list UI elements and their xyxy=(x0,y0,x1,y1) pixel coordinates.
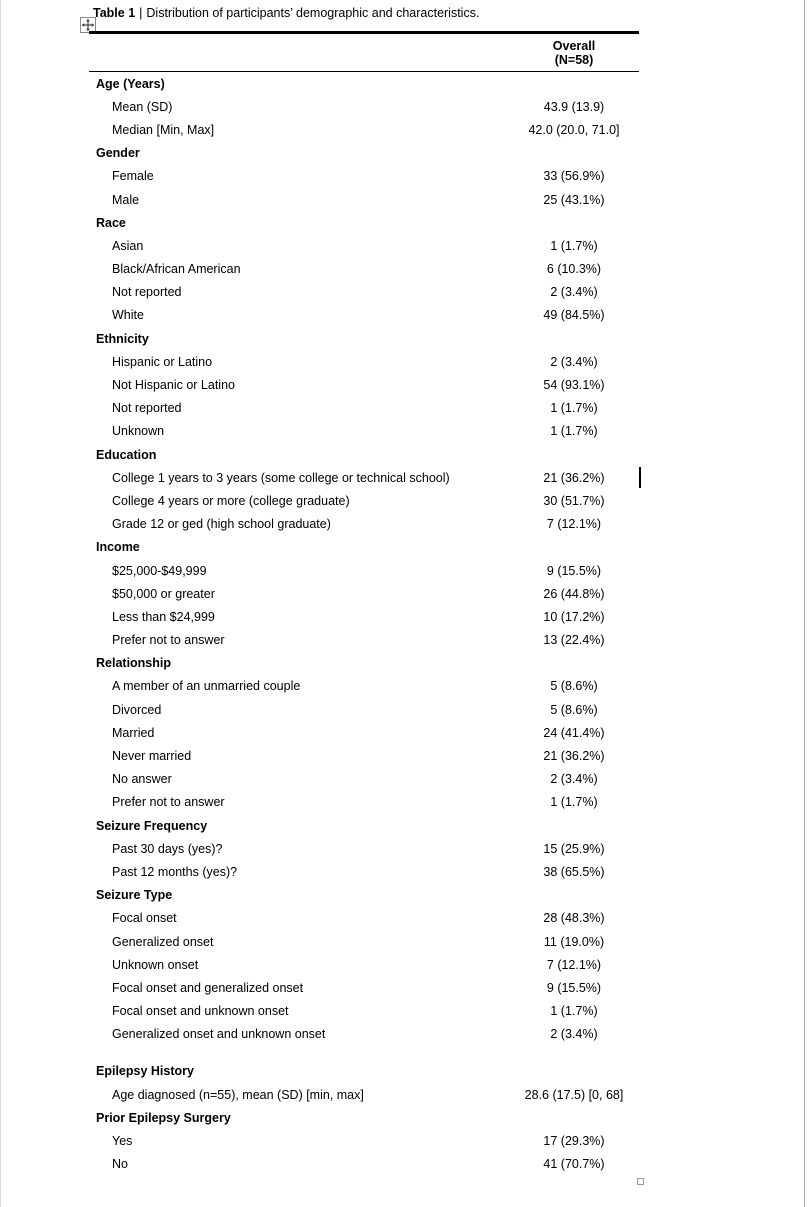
row-value: 21 (36.2%) xyxy=(543,470,605,485)
row-value: 7 (12.1%) xyxy=(546,517,602,532)
row-value: 54 (93.1%) xyxy=(543,378,605,393)
table-row xyxy=(89,559,639,582)
row-label: Education xyxy=(96,447,157,462)
row-label: $25,000-$49,999 xyxy=(112,563,207,578)
row-value: 2 (3.4%) xyxy=(550,1027,598,1042)
row-label: Not Hispanic or Latino xyxy=(112,378,235,393)
row-label: A member of an unmarried couple xyxy=(112,679,301,694)
overall-column-header xyxy=(509,39,639,67)
row-value: 1 (1.7%) xyxy=(550,238,598,253)
table-row xyxy=(89,327,639,350)
row-label: Seizure Type xyxy=(96,888,173,903)
overall-column-header-line1: Overall xyxy=(552,38,596,53)
row-value: 11 (19.0%) xyxy=(543,934,605,949)
row-label: Focal onset and generalized onset xyxy=(112,980,304,995)
row-value: 9 (15.5%) xyxy=(546,980,602,995)
table-row xyxy=(89,791,639,814)
row-label: Race xyxy=(96,215,126,230)
row-value: 6 (10.3%) xyxy=(546,262,602,277)
table-title-separator: | xyxy=(139,6,143,20)
row-label: Grade 12 or ged (high school graduate) xyxy=(112,517,331,532)
table-title-text: Distribution of participants’ demographic and characteristics. xyxy=(146,6,480,20)
table-title xyxy=(93,6,479,20)
table-row xyxy=(89,489,639,512)
table-row xyxy=(89,1106,639,1129)
row-label: Male xyxy=(112,192,140,207)
table-row xyxy=(89,234,639,257)
row-label: Income xyxy=(96,540,140,555)
table-row xyxy=(89,304,639,327)
table-row xyxy=(89,1060,639,1083)
row-label: Unknown onset xyxy=(112,957,199,972)
table-row xyxy=(89,744,639,767)
row-value: 5 (8.6%) xyxy=(550,679,598,694)
row-value: 25 (43.1%) xyxy=(543,192,605,207)
row-label: Median [Min, Max] xyxy=(112,122,215,137)
table-row xyxy=(89,1129,639,1152)
row-value: 28.6 (17.5) [0, 68] xyxy=(524,1087,624,1102)
row-label: Generalized onset and unknown onset xyxy=(112,1027,326,1042)
row-value: 26 (44.8%) xyxy=(543,586,605,601)
overall-column-header-line2: (N=58) xyxy=(554,52,594,67)
row-value: 1 (1.7%) xyxy=(550,1004,598,1019)
row-label: Not reported xyxy=(112,401,182,416)
table-header-row xyxy=(89,34,639,72)
row-label: Focal onset and unknown onset xyxy=(112,1004,289,1019)
row-label: Black/African American xyxy=(112,262,241,277)
table-row xyxy=(89,443,639,466)
table-row xyxy=(89,420,639,443)
table-row xyxy=(89,675,639,698)
table-body xyxy=(89,72,639,1176)
row-value: 41 (70.7%) xyxy=(543,1157,605,1172)
table-row xyxy=(89,142,639,165)
row-label: Prefer not to answer xyxy=(112,795,225,810)
row-value: 1 (1.7%) xyxy=(550,424,598,439)
row-label: Gender xyxy=(96,146,140,161)
table-row xyxy=(89,814,639,837)
table-row xyxy=(89,860,639,883)
table-row xyxy=(89,211,639,234)
table-row xyxy=(89,976,639,999)
table-row xyxy=(89,1083,639,1106)
table-row xyxy=(89,629,639,652)
table-row xyxy=(89,930,639,953)
row-value: 2 (3.4%) xyxy=(550,354,598,369)
row-label: Prefer not to answer xyxy=(112,633,225,648)
row-label: Hispanic or Latino xyxy=(112,354,213,369)
row-value: 9 (15.5%) xyxy=(546,563,602,578)
table-row xyxy=(89,768,639,791)
row-label: Divorced xyxy=(112,702,162,717)
page-left-edge xyxy=(0,0,1,1207)
demographics-table xyxy=(89,31,639,1176)
row-label: Mean (SD) xyxy=(112,99,173,114)
table-row xyxy=(89,837,639,860)
row-label: Never married xyxy=(112,749,192,764)
row-label: College 4 years or more (college graduate) xyxy=(112,493,350,508)
table-row xyxy=(89,953,639,976)
table-row-spacer xyxy=(89,1046,639,1060)
row-value: 17 (29.3%) xyxy=(543,1134,605,1149)
table-row xyxy=(89,721,639,744)
row-label: Less than $24,999 xyxy=(112,609,215,624)
row-label: No answer xyxy=(112,772,172,787)
table-row xyxy=(89,1000,639,1023)
table-row xyxy=(89,397,639,420)
row-label: Unknown xyxy=(112,424,165,439)
row-label: Not reported xyxy=(112,285,182,300)
row-value: 43.9 (13.9) xyxy=(543,99,605,114)
table-row xyxy=(89,907,639,930)
anchor-marker-icon[interactable] xyxy=(637,1178,644,1185)
row-label: Ethnicity xyxy=(96,331,149,346)
table-row xyxy=(89,513,639,536)
table-row xyxy=(89,582,639,605)
row-label: Epilepsy History xyxy=(96,1064,194,1079)
table-row xyxy=(89,1153,639,1176)
table-row xyxy=(89,884,639,907)
row-label: Generalized onset xyxy=(112,934,214,949)
row-value: 13 (22.4%) xyxy=(543,633,605,648)
row-label: Female xyxy=(112,169,154,184)
row-value: 7 (12.1%) xyxy=(546,957,602,972)
table-row xyxy=(89,188,639,211)
row-value: 24 (41.4%) xyxy=(543,725,605,740)
row-value: 33 (56.9%) xyxy=(543,169,605,184)
table-row xyxy=(89,652,639,675)
row-value: 28 (48.3%) xyxy=(543,911,605,926)
table-row xyxy=(89,95,639,118)
row-value: 15 (25.9%) xyxy=(543,841,605,856)
row-value: 30 (51.7%) xyxy=(543,493,605,508)
row-label: Past 30 days (yes)? xyxy=(112,841,223,856)
row-label: Married xyxy=(112,725,155,740)
row-label: $50,000 or greater xyxy=(112,586,215,601)
row-value: 2 (3.4%) xyxy=(550,772,598,787)
row-label: Past 12 months (yes)? xyxy=(112,864,238,879)
row-value: 2 (3.4%) xyxy=(550,285,598,300)
table-row xyxy=(89,72,639,95)
row-label: White xyxy=(112,308,144,323)
page-right-edge xyxy=(804,0,805,1207)
row-value: 10 (17.2%) xyxy=(543,609,605,624)
row-value: 1 (1.7%) xyxy=(550,401,598,416)
row-label: Yes xyxy=(112,1134,133,1149)
table-row xyxy=(89,1023,639,1046)
row-label: Age (Years) xyxy=(96,76,165,91)
row-label: Asian xyxy=(112,238,144,253)
table-row xyxy=(89,118,639,141)
row-label: No xyxy=(112,1157,128,1172)
table-title-label: Table 1 xyxy=(93,6,136,20)
row-value: 1 (1.7%) xyxy=(550,795,598,810)
table-row xyxy=(89,258,639,281)
row-label: Relationship xyxy=(96,656,172,671)
row-label: Prior Epilepsy Surgery xyxy=(96,1110,231,1125)
table-row xyxy=(89,536,639,559)
table-row xyxy=(89,281,639,304)
table-row xyxy=(89,165,639,188)
row-value: 21 (36.2%) xyxy=(543,749,605,764)
row-label: Focal onset xyxy=(112,911,177,926)
row-label: Seizure Frequency xyxy=(96,818,208,833)
row-value: 5 (8.6%) xyxy=(550,702,598,717)
row-value: 42.0 (20.0, 71.0] xyxy=(528,122,620,137)
table-row xyxy=(89,466,639,489)
row-value: 49 (84.5%) xyxy=(543,308,605,323)
row-label: Age diagnosed (n=55), mean (SD) [min, max] xyxy=(112,1087,364,1102)
text-cursor xyxy=(639,467,641,488)
table-row xyxy=(89,350,639,373)
row-label: College 1 years to 3 years (some college or technical school) xyxy=(112,470,450,485)
table-row xyxy=(89,373,639,396)
table-row xyxy=(89,605,639,628)
table-row xyxy=(89,698,639,721)
row-value: 38 (65.5%) xyxy=(543,864,605,879)
